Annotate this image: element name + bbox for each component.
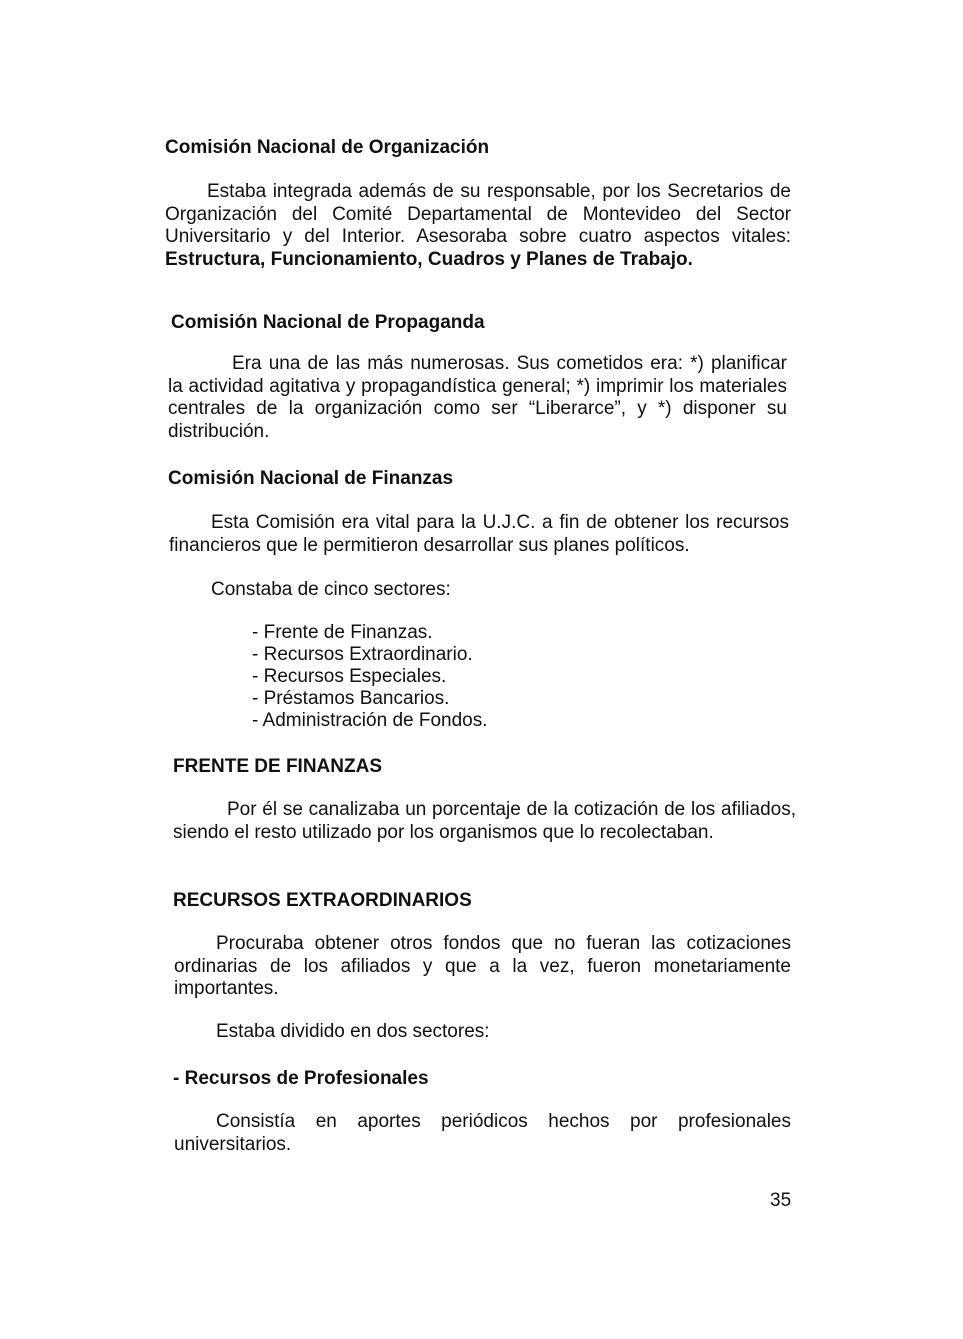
- heading-recursos-extraordinarios: RECURSOS EXTRAORDINARIOS: [173, 890, 472, 911]
- list-item: - Administración de Fondos.: [252, 710, 488, 731]
- finanzas-sector-list: [252, 622, 488, 732]
- paragraph-profesionales: Consistía en aportes periódicos hechos por profesionales universitarios.: [174, 1111, 791, 1155]
- paragraph-organizacion-bold: Estructura, Funcionamiento, Cuadros y Planes de Trabajo.: [165, 248, 693, 270]
- paragraph-extraordinarios-1: Procuraba obtener otros fondos que no fueran las cotizaciones ordinarias de los afiliados y que a la vez, fueron monetariamente importantes.: [174, 933, 791, 999]
- paragraph-organizacion-text: Estaba integrada además de su responsable, por los Secretarios de Organización del Comité Departamental de Montevideo del Sector Universitario y del Interior. Asesoraba sobre cuatro aspectos vitales:: [165, 181, 791, 247]
- page-number: 35: [770, 1190, 792, 1211]
- paragraph-organizacion: [165, 181, 791, 271]
- list-item: - Frente de Finanzas.: [252, 622, 433, 643]
- heading-recursos-profesionales: - Recursos de Profesionales: [173, 1068, 429, 1089]
- heading-finanzas: Comisión Nacional de Finanzas: [168, 468, 454, 489]
- list-item: - Préstamos Bancarios.: [252, 688, 450, 709]
- paragraph-propaganda: Era una de las más numerosas. Sus cometidos era: *) planificar la actividad agitativa y propagandística general; *) imprimir los materiales centrales de la organización como ser “Liberarce”, y *) disponer su distribución.: [168, 353, 787, 442]
- paragraph-finanzas-2: Constaba de cinco sectores:: [211, 579, 451, 600]
- paragraph-finanzas-1: Esta Comisión era vital para la U.J.C. a fin de obtener los recursos financieros que le permitieron desarrollar sus planes políticos.: [169, 512, 789, 556]
- list-item: - Recursos Especiales.: [252, 666, 447, 687]
- heading-frente-finanzas: FRENTE DE FINANZAS: [173, 756, 382, 777]
- heading-organizacion: Comisión Nacional de Organización: [165, 137, 490, 158]
- heading-propaganda: Comisión Nacional de Propaganda: [171, 312, 485, 333]
- paragraph-frente-finanzas: Por él se canalizaba un porcentaje de la cotización de los afiliados, siendo el resto utilizado por los organismos que lo recolectaban.: [173, 799, 796, 843]
- list-item: - Recursos Extraordinario.: [252, 644, 473, 665]
- paragraph-extraordinarios-2: Estaba dividido en dos sectores:: [216, 1021, 490, 1042]
